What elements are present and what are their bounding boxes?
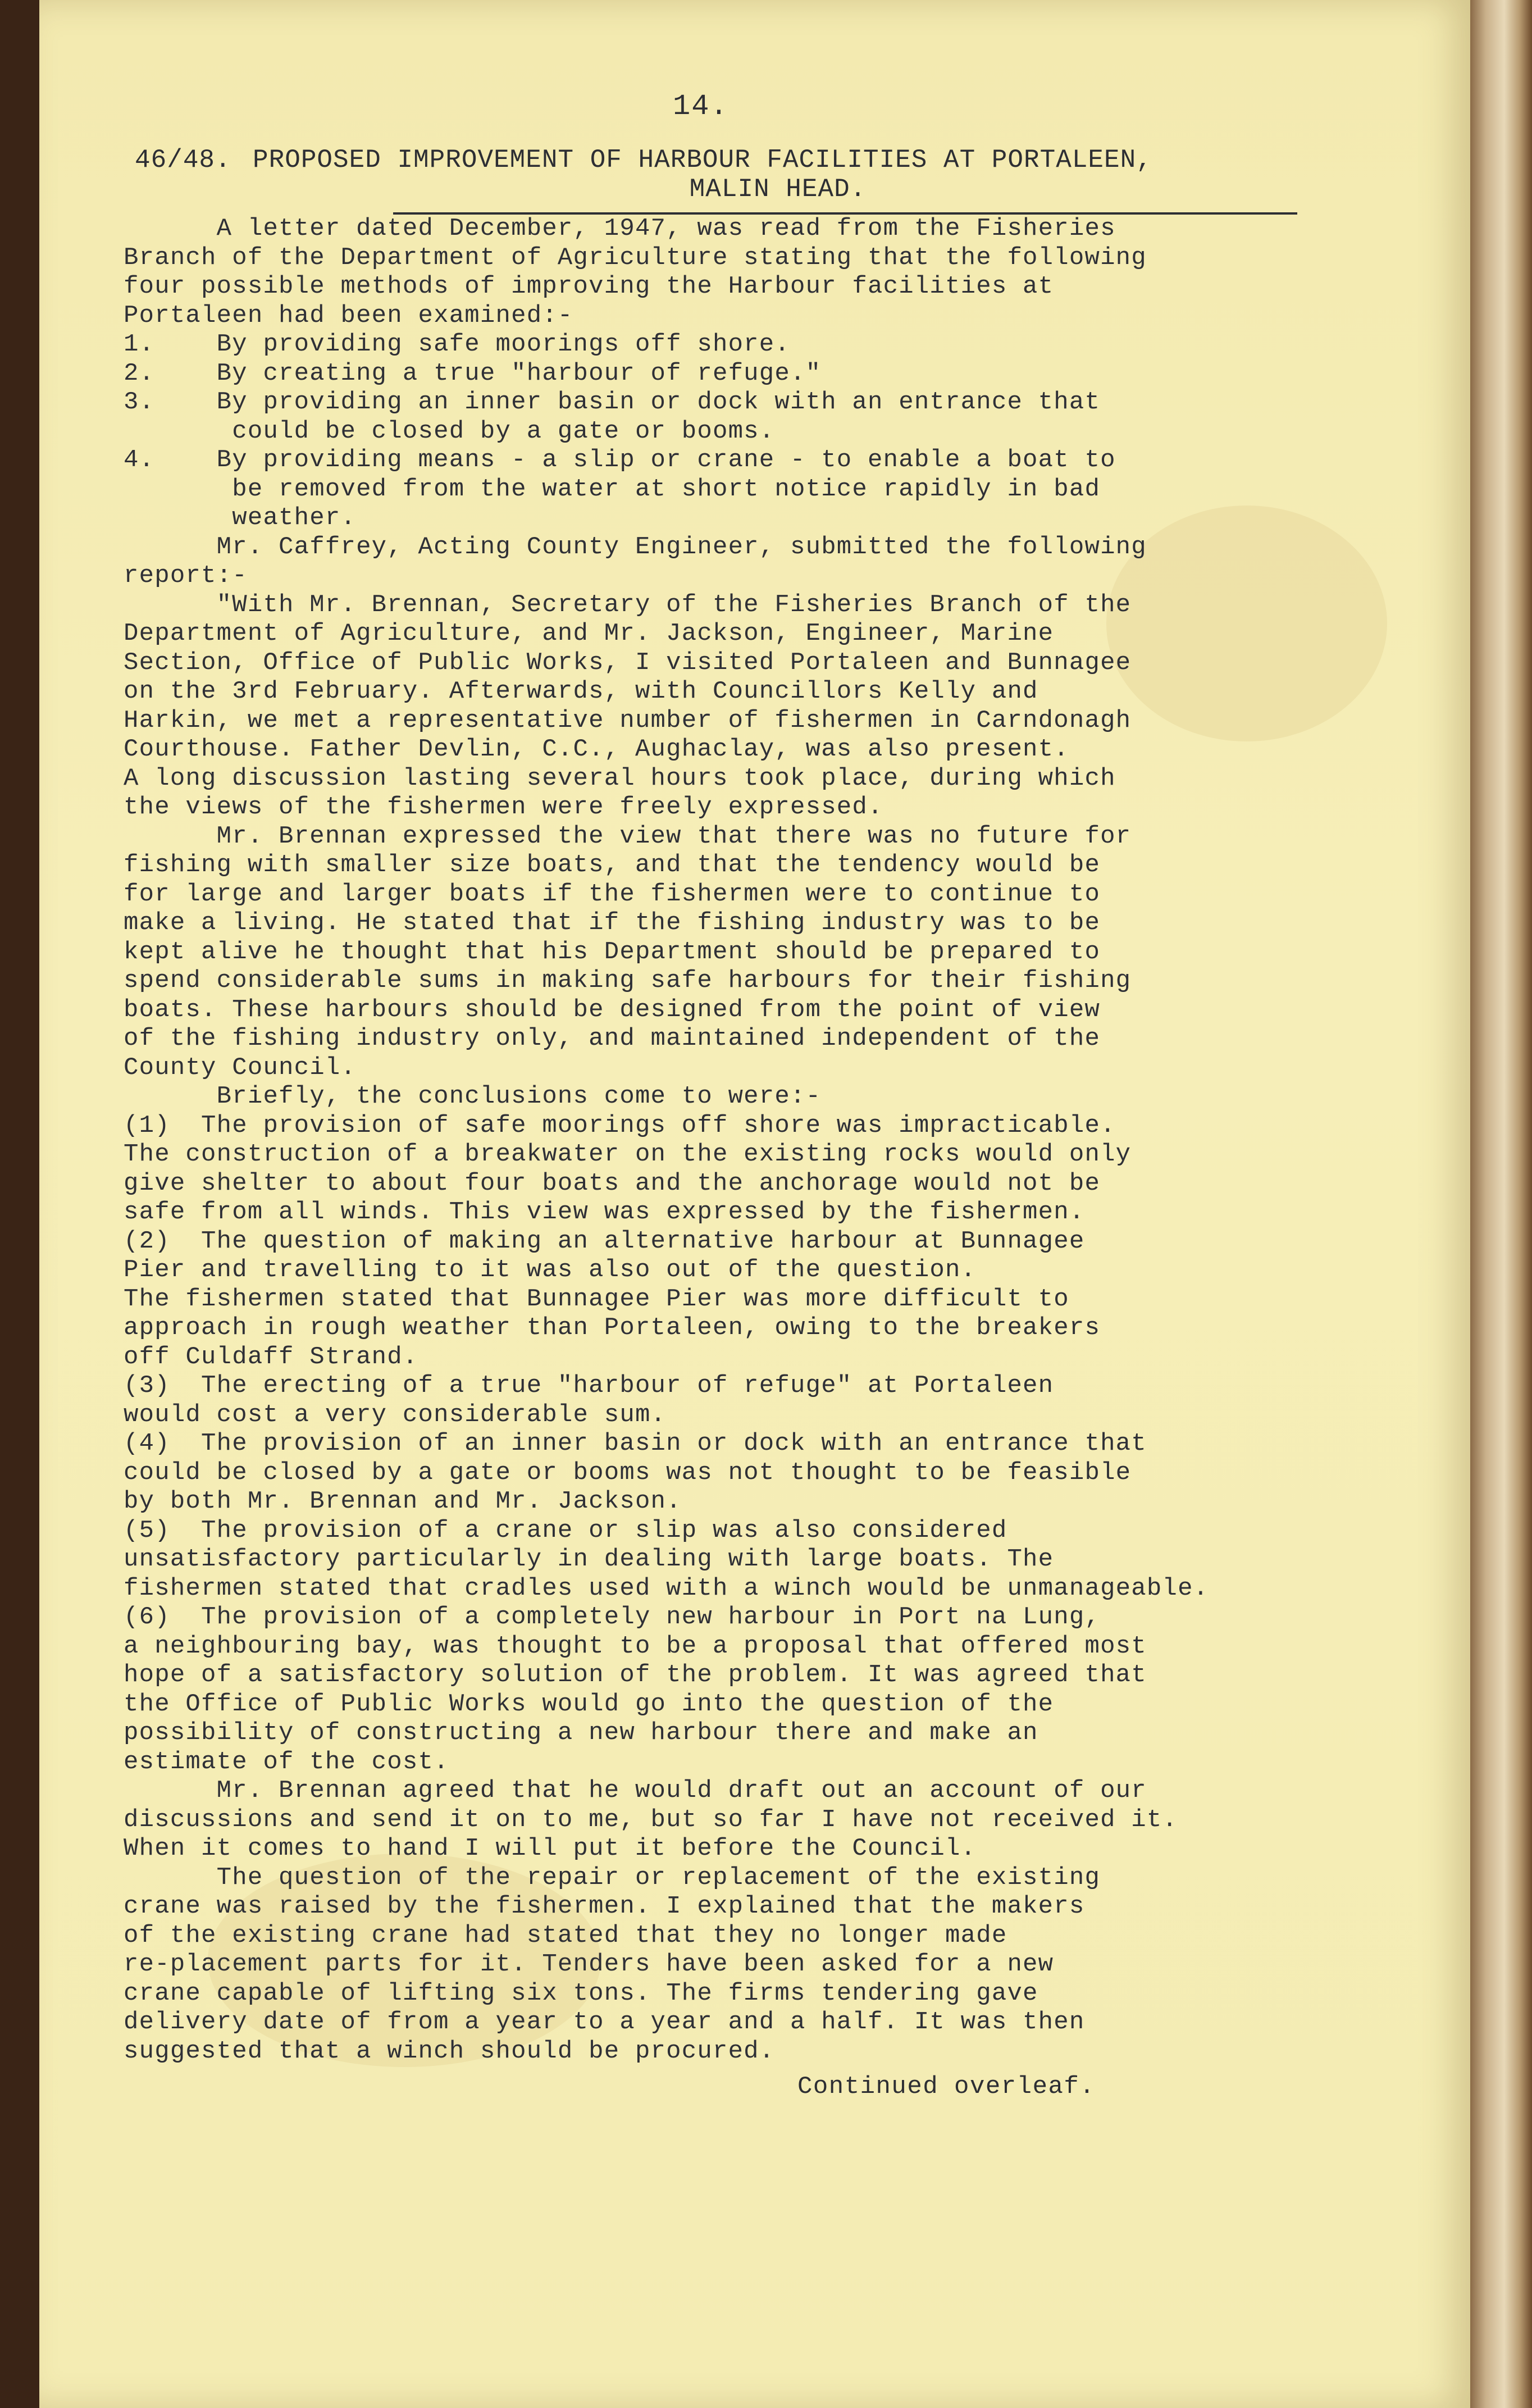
text-line: four possible methods of improving the Harbour facilities at <box>124 272 1054 301</box>
text-line: a neighbouring bay, was thought to be a proposal that offered most <box>124 1632 1147 1660</box>
text-line: the Office of Public Works would go into the question of the <box>124 1690 1054 1718</box>
text-line: (3) The erecting of a true "harbour of refuge" at Portaleen <box>124 1372 1054 1400</box>
text-line: (5) The provision of a crane or slip was also considered <box>124 1516 1007 1545</box>
text-line: 3. By providing an inner basin or dock with an entrance that <box>124 388 1101 416</box>
text-line: Briefly, the conclusions come to were:- <box>124 1082 822 1110</box>
text-line: fishermen stated that cradles used with a winch would be unmanageable. <box>124 1574 1209 1603</box>
text-line: (2) The question of making an alternative harbour at Bunnagee <box>124 1227 1085 1255</box>
text-line: Section, Office of Public Works, I visited Portaleen and Bunnagee <box>124 648 1132 677</box>
text-line: safe from all winds. This view was expressed by the fishermen. <box>124 1198 1085 1226</box>
text-line: (1) The provision of safe moorings off shore was impracticable. <box>124 1111 1116 1140</box>
text-line: would cost a very considerable sum. <box>124 1400 667 1429</box>
minute-title-line2: MALIN HEAD. <box>689 174 867 204</box>
text-line: (6) The provision of a completely new harbour in Port na Lung, <box>124 1603 1101 1631</box>
text-line: Branch of the Department of Agriculture stating that the following <box>124 243 1147 272</box>
text-line: Mr. Brennan agreed that he would draft out an account of our <box>124 1777 1147 1805</box>
minute-heading <box>135 146 1342 204</box>
text-line: Portaleen had been examined:- <box>124 301 573 330</box>
text-line: hope of a satisfactory solution of the problem. It was agreed that <box>124 1661 1147 1689</box>
page-number: 14. <box>673 90 729 123</box>
text-line: possibility of constructing a new harbour there and make an <box>124 1719 1038 1747</box>
text-line: Mr. Brennan expressed the view that there was no future for <box>124 822 1132 850</box>
book-binding-edge <box>1470 0 1532 2408</box>
text-line: 2. By creating a true "harbour of refuge." <box>124 359 822 388</box>
text-line: Pier and travelling to it was also out of the question. <box>124 1256 977 1284</box>
text-line: Harkin, we met a representative number of fishermen in Carndonagh <box>124 706 1132 735</box>
text-line: delivery date of from a year to a year and a half. It was then <box>124 2008 1085 2036</box>
text-line: report:- <box>124 562 248 590</box>
text-line: give shelter to about four boats and the anchorage would not be <box>124 1169 1101 1198</box>
document-page <box>39 0 1470 2408</box>
minute-reference: 46/48. <box>135 145 231 175</box>
text-line: weather. <box>124 504 357 532</box>
text-line: re-placement parts for it. Tenders have been asked for a new <box>124 1950 1054 1978</box>
text-line: on the 3rd February. Afterwards, with Councillors Kelly and <box>124 677 1038 705</box>
text-line: A long discussion lasting several hours took place, during which <box>124 764 1116 793</box>
text-line: The fishermen stated that Bunnagee Pier was more difficult to <box>124 1285 1069 1313</box>
text-line: the views of the fishermen were freely expressed. <box>124 793 883 821</box>
text-line: unsatisfactory particularly in dealing with large boats. The <box>124 1545 1054 1573</box>
text-line: 4. By providing means - a slip or crane - to enable a boat to <box>124 446 1116 474</box>
minute-title: PROPOSED IMPROVEMENT OF HARBOUR FACILITIES AT PORTALEEN, <box>253 145 1152 175</box>
text-line: by both Mr. Brennan and Mr. Jackson. <box>124 1487 682 1515</box>
text-line: approach in rough weather than Portaleen, owing to the breakers <box>124 1314 1101 1342</box>
text-line: spend considerable sums in making safe harbours for their fishing <box>124 967 1132 995</box>
text-line: (4) The provision of an inner basin or dock with an entrance that <box>124 1430 1147 1458</box>
continued-overleaf: Continued overleaf. <box>797 2073 1096 2101</box>
text-line: "With Mr. Brennan, Secretary of the Fisheries Branch of the <box>124 590 1132 619</box>
text-line: County Council. <box>124 1053 357 1082</box>
text-line: off Culdaff Strand. <box>124 1342 418 1371</box>
text-line: The question of the repair or replacement of the existing <box>124 1863 1101 1892</box>
text-line: Mr. Caffrey, Acting County Engineer, submitted the following <box>124 532 1147 561</box>
text-line: of the existing crane had stated that they no longer made <box>124 1921 1007 1950</box>
text-line: Department of Agriculture, and Mr. Jackson, Engineer, Marine <box>124 620 1054 648</box>
text-line: estimate of the cost. <box>124 1747 449 1776</box>
text-line: make a living. He stated that if the fishing industry was to be <box>124 909 1101 937</box>
text-line: be removed from the water at short notice rapidly in bad <box>124 475 1101 503</box>
text-line: The construction of a breakwater on the existing rocks would only <box>124 1140 1132 1168</box>
text-line: A letter dated December, 1947, was read from the Fisheries <box>124 215 1116 243</box>
text-line: of the fishing industry only, and maintained independent of the <box>124 1025 1101 1053</box>
text-line: discussions and send it on to me, but so far I have not received it. <box>124 1805 1178 1834</box>
minute-body <box>124 215 1353 2066</box>
text-line: kept alive he thought that his Department should be prepared to <box>124 937 1101 966</box>
text-line: Courthouse. Father Devlin, C.C., Aughaclay, was also present. <box>124 735 1069 763</box>
text-line: boats. These harbours should be designed from the point of view <box>124 995 1101 1024</box>
text-line: could be closed by a gate or booms. <box>124 417 775 445</box>
text-line: crane capable of lifting six tons. The firms tendering gave <box>124 1979 1038 2008</box>
text-line: 1. By providing safe moorings off shore. <box>124 330 790 358</box>
text-line: could be closed by a gate or booms was not thought to be feasible <box>124 1458 1132 1487</box>
text-line: fishing with smaller size boats, and that the tendency would be <box>124 851 1101 879</box>
text-line: When it comes to hand I will put it before the Council. <box>124 1835 977 1863</box>
text-line: for large and larger boats if the fishermen were to continue to <box>124 880 1101 908</box>
text-line: suggested that a winch should be procured. <box>124 2037 775 2065</box>
text-line: crane was raised by the fishermen. I explained that the makers <box>124 1892 1085 1920</box>
